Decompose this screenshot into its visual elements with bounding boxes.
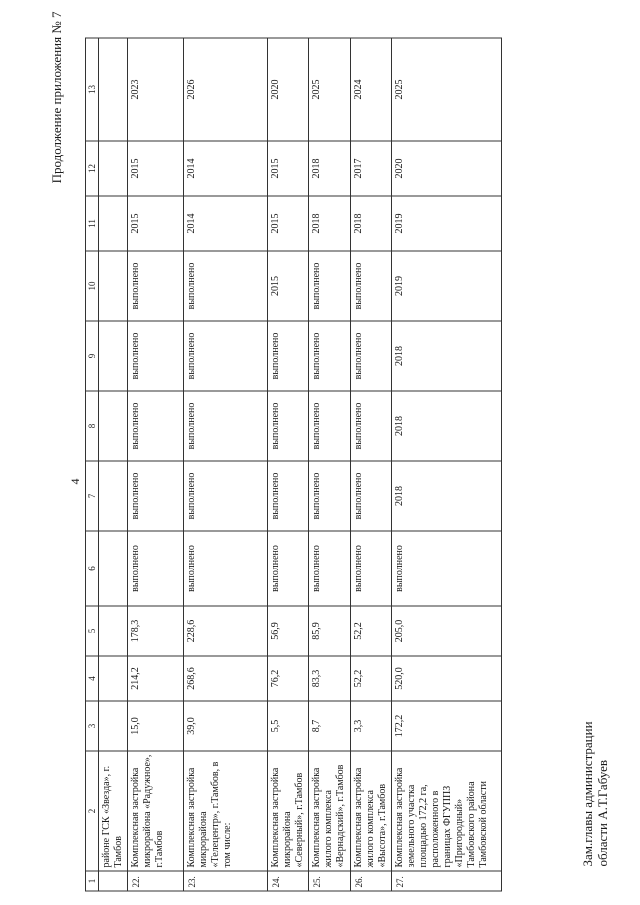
table-cell bbox=[99, 141, 128, 196]
table-cell: 76,2 bbox=[268, 656, 309, 701]
column-number: 9 bbox=[86, 321, 99, 391]
table-cell: 2025 bbox=[392, 38, 502, 141]
column-number: 8 bbox=[86, 391, 99, 461]
table-cell bbox=[99, 321, 128, 391]
column-number: 5 bbox=[86, 606, 99, 656]
table-cell: выполнено bbox=[351, 391, 392, 461]
table-cell: 2019 bbox=[392, 196, 502, 251]
table-cell: выполнено bbox=[184, 461, 268, 531]
table-cell: 2025 bbox=[309, 38, 351, 141]
table-cell: 2024 bbox=[351, 38, 392, 141]
table-cell: 172,2 bbox=[392, 701, 502, 751]
column-number: 12 bbox=[86, 141, 99, 196]
object-name: Комплексная застройка микрорайона «Радужное», г.Тамбов bbox=[128, 751, 184, 871]
table-cell: 520,0 bbox=[392, 656, 502, 701]
object-name: Комплексная застройка земельного участка площадью 172,2 га, расположенного в границах ФГУППЗ «Пригородный» Тамбовского района Тамбовской области bbox=[392, 751, 502, 871]
data-table bbox=[85, 38, 502, 892]
table-cell: выполнено bbox=[351, 321, 392, 391]
column-number: 1 bbox=[86, 871, 99, 891]
row-number: 22. bbox=[128, 871, 184, 891]
object-name: районе ГСК «Звезда», г. Тамбов bbox=[99, 751, 128, 871]
table-cell: 2018 bbox=[351, 196, 392, 251]
table-cell: 2015 bbox=[268, 251, 309, 321]
table-cell: выполнено bbox=[128, 251, 184, 321]
table-cell: 2018 bbox=[392, 321, 502, 391]
table-cell: выполнено bbox=[309, 531, 351, 606]
table-cell: выполнено bbox=[128, 321, 184, 391]
table-row bbox=[309, 38, 351, 891]
table-cell: 8,7 bbox=[309, 701, 351, 751]
column-number: 10 bbox=[86, 251, 99, 321]
table-cell: 2015 bbox=[268, 141, 309, 196]
table-cell: 2014 bbox=[184, 141, 268, 196]
table-cell: 178,3 bbox=[128, 606, 184, 656]
table-row bbox=[184, 38, 268, 891]
column-number: 4 bbox=[86, 656, 99, 701]
table-cell bbox=[99, 606, 128, 656]
table-cell: выполнено bbox=[128, 531, 184, 606]
table-cell bbox=[99, 701, 128, 751]
object-name: Комплексная застройка жилого комплекса «Высота», г.Тамбов bbox=[351, 751, 392, 871]
row-number: 25. bbox=[309, 871, 351, 891]
table-cell: 52,2 bbox=[351, 606, 392, 656]
table-cell: 83,3 bbox=[309, 656, 351, 701]
table-cell: 2018 bbox=[309, 141, 351, 196]
table-cell: выполнено bbox=[184, 531, 268, 606]
table-cell: 15,0 bbox=[128, 701, 184, 751]
table-cell: 2018 bbox=[392, 391, 502, 461]
table-cell: 52,2 bbox=[351, 656, 392, 701]
row-number: 26. bbox=[351, 871, 392, 891]
signature-line1: Зам.главы администрации bbox=[580, 721, 595, 867]
continuation-title: Продолжение приложения № 7 bbox=[49, 11, 64, 184]
table-cell: выполнено bbox=[309, 461, 351, 531]
table-row bbox=[268, 38, 309, 891]
table-cell: 2015 bbox=[268, 196, 309, 251]
table-cell: выполнено bbox=[309, 321, 351, 391]
table-cell: 56,9 bbox=[268, 606, 309, 656]
table-cell bbox=[99, 251, 128, 321]
table-cell: выполнено bbox=[392, 531, 502, 606]
table-cell: выполнено bbox=[351, 531, 392, 606]
header-row bbox=[86, 38, 99, 891]
table-cell: 2015 bbox=[128, 141, 184, 196]
table-cell: 3,3 bbox=[351, 701, 392, 751]
table-cell bbox=[99, 38, 128, 141]
table-cell: выполнено bbox=[268, 461, 309, 531]
table-cell: 2018 bbox=[392, 461, 502, 531]
table-cell: 214,2 bbox=[128, 656, 184, 701]
table-cell: выполнено bbox=[128, 391, 184, 461]
table-cell: выполнено bbox=[184, 391, 268, 461]
table-cell bbox=[99, 531, 128, 606]
signature-block bbox=[580, 721, 610, 866]
row-number: 27. bbox=[392, 871, 502, 891]
table-cell: 5,5 bbox=[268, 701, 309, 751]
table-cell: выполнено bbox=[268, 531, 309, 606]
table-cell: выполнено bbox=[309, 251, 351, 321]
page-number: 4 bbox=[68, 478, 82, 485]
row-number: 24. bbox=[268, 871, 309, 891]
table-cell: 2020 bbox=[268, 38, 309, 141]
table-cell bbox=[99, 196, 128, 251]
table-cell: выполнено bbox=[184, 251, 268, 321]
table-cell bbox=[99, 391, 128, 461]
column-number: 2 bbox=[86, 751, 99, 871]
signature-line2: области А.Т.Габуев bbox=[595, 759, 610, 867]
column-number: 3 bbox=[86, 701, 99, 751]
table-cell bbox=[99, 656, 128, 701]
table-row bbox=[128, 38, 184, 891]
table-cell: выполнено bbox=[128, 461, 184, 531]
table-cell: 2014 bbox=[184, 196, 268, 251]
table-cell: 85,9 bbox=[309, 606, 351, 656]
table-cell: 2020 bbox=[392, 141, 502, 196]
table-cell: 2019 bbox=[392, 251, 502, 321]
table-cell: выполнено bbox=[351, 251, 392, 321]
column-number: 13 bbox=[86, 38, 99, 141]
object-name: Комплексная застройка микрорайона «Северный», г.Тамбов bbox=[268, 751, 309, 871]
table-cell: выполнено bbox=[268, 391, 309, 461]
table-cell: выполнено bbox=[309, 391, 351, 461]
column-number: 7 bbox=[86, 461, 99, 531]
table-cell: 205,0 bbox=[392, 606, 502, 656]
table-cell: выполнено bbox=[268, 321, 309, 391]
table-cell: 228,6 bbox=[184, 606, 268, 656]
row-number: 23. bbox=[184, 871, 268, 891]
table-cell: 2023 bbox=[128, 38, 184, 141]
column-number: 11 bbox=[86, 196, 99, 251]
table-cell: 2017 bbox=[351, 141, 392, 196]
column-number: 6 bbox=[86, 531, 99, 606]
table-row bbox=[392, 38, 502, 891]
table-cell: выполнено bbox=[184, 321, 268, 391]
table-cell bbox=[99, 461, 128, 531]
table-row bbox=[351, 38, 392, 891]
row-number bbox=[99, 871, 128, 891]
table-row bbox=[99, 38, 128, 891]
table-cell: 2018 bbox=[309, 196, 351, 251]
object-name: Комплексная застройка жилого комплекса «Вернадский», г.Тамбов bbox=[309, 751, 351, 871]
table-cell: 2026 bbox=[184, 38, 268, 141]
table-cell: 39,0 bbox=[184, 701, 268, 751]
table-cell: 268,6 bbox=[184, 656, 268, 701]
object-name: Комплексная застройка микрорайона «Телецентр», г.Тамбов, в том числе: bbox=[184, 751, 268, 871]
table-cell: 2015 bbox=[128, 196, 184, 251]
table-cell: выполнено bbox=[351, 461, 392, 531]
